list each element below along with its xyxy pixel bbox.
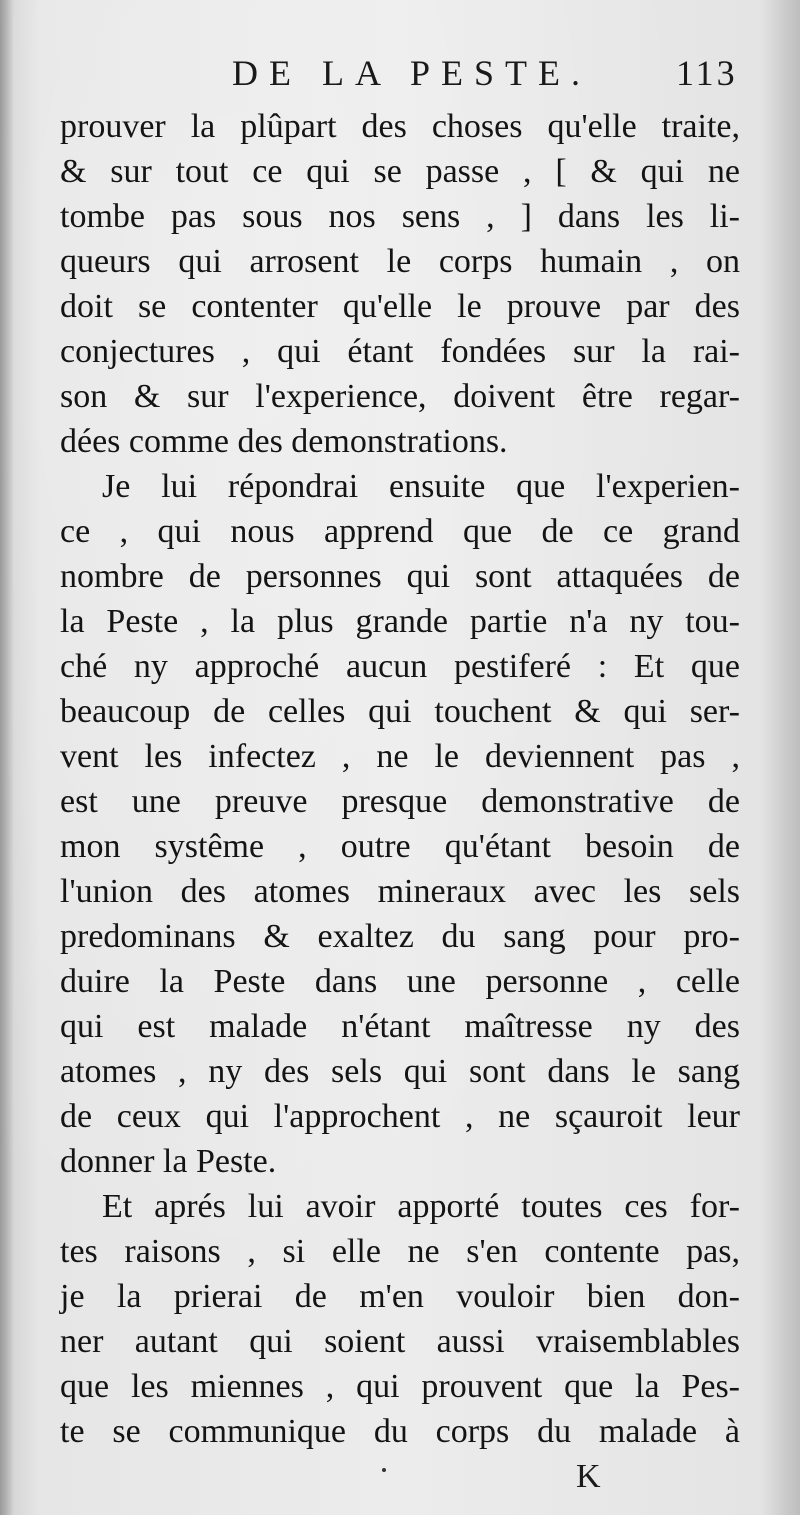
text-line: je la prierai de m'en vouloir bien don- — [60, 1278, 740, 1315]
text-line: & sur tout ce qui se passe , [ & qui ne — [60, 153, 740, 190]
text-line: qui est malade n'étant maîtresse ny des — [60, 1008, 740, 1045]
text-line: Et aprés lui avoir apporté toutes ces for- — [102, 1188, 740, 1225]
page-header — [0, 52, 800, 96]
page-number: 113 — [676, 53, 738, 93]
text-line: queurs qui arrosent le corps humain , on — [60, 243, 740, 280]
text-line: nombre de personnes qui sont attaquées de — [60, 558, 740, 595]
text-line: prouver la plûpart des choses qu'elle traite, — [60, 108, 740, 145]
text-line: doit se contenter qu'elle le prouve par des — [60, 288, 740, 325]
text-line: son & sur l'experience, doivent être regar- — [60, 378, 740, 415]
text-line: vent les infectez , ne le deviennent pas , — [60, 738, 740, 775]
text-line: l'union des atomes mineraux avec les sels — [60, 873, 740, 910]
text-line: est une preuve presque demonstrative de — [60, 783, 740, 820]
text-line: dées comme des demonstrations. — [60, 423, 508, 460]
text-line: mon systême , outre qu'étant besoin de — [60, 828, 740, 865]
text-line: conjectures , qui étant fondées sur la rai- — [60, 333, 740, 370]
text-line: ner autant qui soient aussi vraisemblables — [60, 1323, 740, 1360]
text-line: ché ny approché aucun pestiferé : Et que — [60, 648, 740, 685]
text-line: atomes , ny des sels qui sont dans le sang — [60, 1053, 740, 1090]
page-gutter-shadow — [0, 0, 14, 1515]
text-line: predominans & exaltez du sang pour pro- — [60, 918, 740, 955]
text-line: duire la Peste dans une personne , celle — [60, 963, 740, 1000]
text-line: Je lui répondrai ensuite que l'experien- — [102, 468, 740, 505]
signature-mark: K — [576, 1458, 601, 1495]
body-text — [60, 104, 740, 1454]
text-line: tes raisons , si elle ne s'en contente pas, — [60, 1233, 740, 1270]
paragraph-2 — [60, 464, 740, 1184]
text-line: te se communique du corps du malade à — [60, 1413, 740, 1450]
text-line: tombe pas sous nos sens , ] dans les li- — [60, 198, 740, 235]
ink-speck — [382, 1468, 386, 1472]
paragraph-1 — [60, 104, 740, 464]
text-line: donner la Peste. — [60, 1143, 277, 1180]
text-line: de ceux qui l'approchent , ne sçauroit leur — [60, 1098, 740, 1135]
text-line: ce , qui nous apprend que de ce grand — [60, 513, 740, 550]
paragraph-3 — [60, 1184, 740, 1454]
running-title: DE LA PESTE. — [232, 53, 592, 93]
text-line: beaucoup de celles qui touchent & qui ser- — [60, 693, 740, 730]
text-line: la Peste , la plus grande partie n'a ny tou- — [60, 603, 740, 640]
text-line: que les miennes , qui prouvent que la Pes- — [60, 1368, 740, 1405]
